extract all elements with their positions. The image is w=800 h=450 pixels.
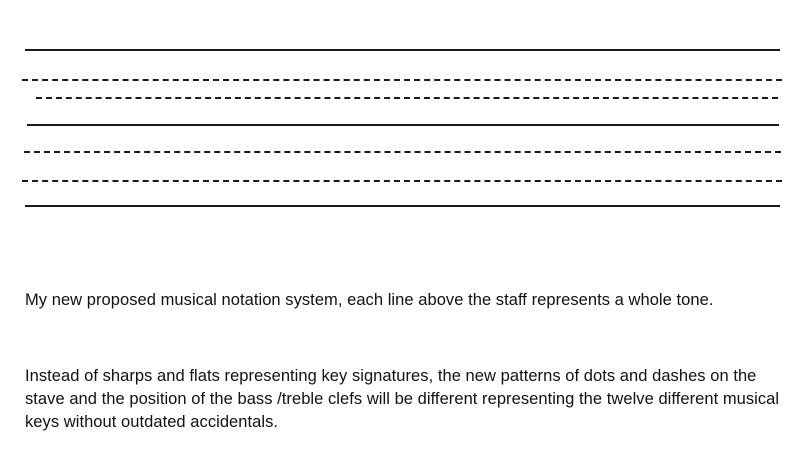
staff-dashed-line-5 <box>24 151 781 153</box>
paragraph-1: My new proposed musical notation system, each line above the staff represents a whole tone. <box>25 290 714 309</box>
staff-dashed-line-6 <box>22 180 782 182</box>
staff-solid-line-7 <box>25 205 780 207</box>
staff-solid-line-1 <box>25 49 780 51</box>
staff-dashed-line-2 <box>22 79 782 81</box>
staff-dashed-line-3 <box>36 97 778 99</box>
paragraph-2: Instead of sharps and flats representing key signatures, the new patterns of dots and dashes on the stave and the position of the bass /treble clefs will be different representing the twelve different musical keys without outdated accidentals. <box>25 366 780 432</box>
staff-solid-line-4 <box>27 124 779 126</box>
